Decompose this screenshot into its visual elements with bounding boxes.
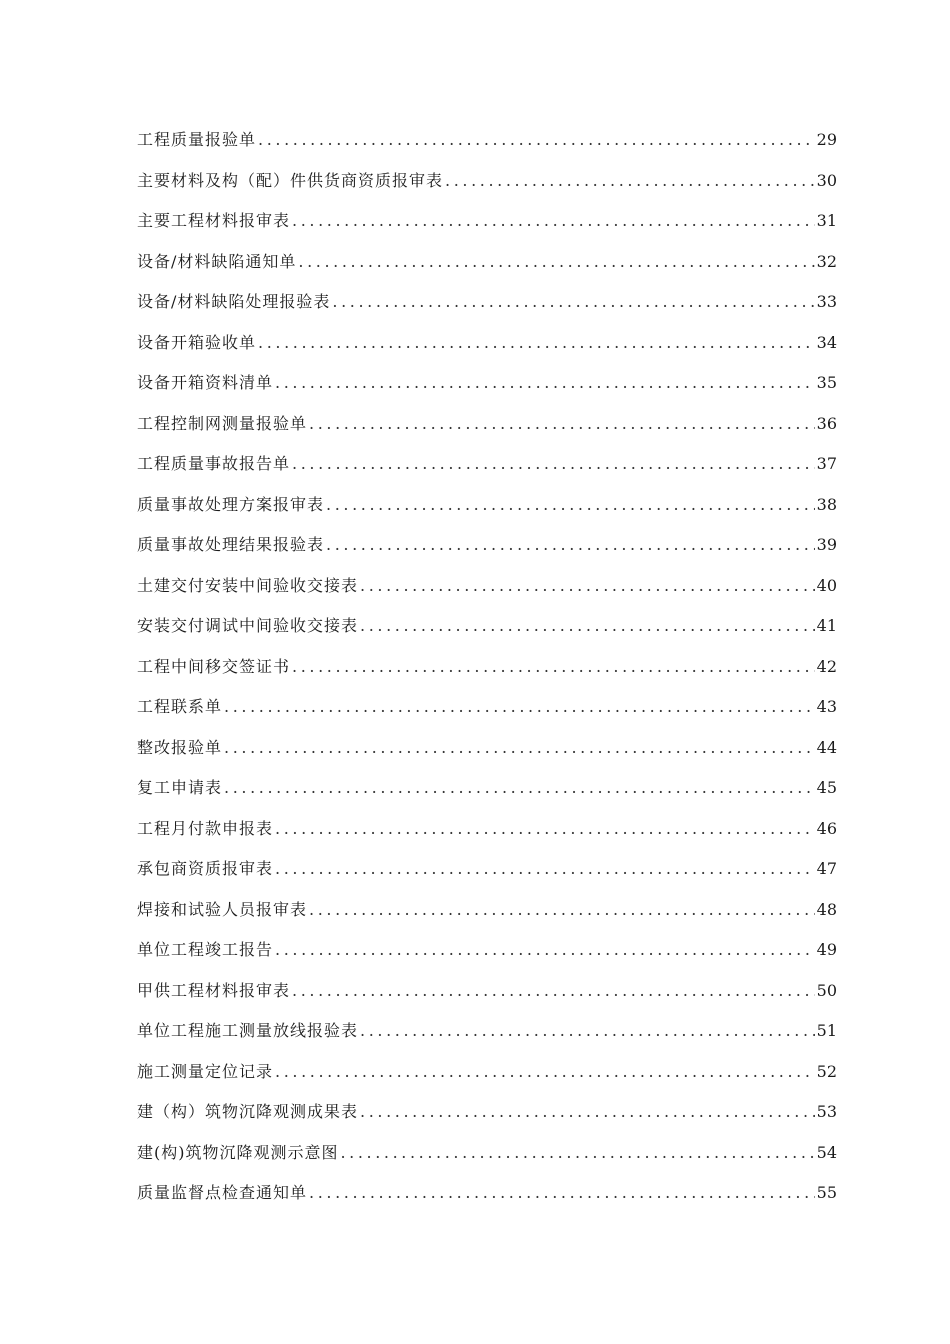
dot-leader xyxy=(341,1133,815,1174)
toc-entry-title: 设备/材料缺陷通知单 xyxy=(137,251,297,271)
toc-entry[interactable] xyxy=(137,161,837,202)
toc-entry[interactable] xyxy=(137,282,837,323)
toc-entry[interactable] xyxy=(137,606,837,647)
toc-entry-page: 34 xyxy=(816,332,837,352)
toc-entry-page: 39 xyxy=(816,535,837,554)
toc-entry-page: 45 xyxy=(816,778,837,797)
toc-entry-title: 复工申请表 xyxy=(137,778,223,797)
toc-entry-title: 设备/材料缺陷处理报验表 xyxy=(137,292,331,311)
dot-leader xyxy=(309,1173,815,1214)
toc-entry-title: 安装交付调试中间验收交接表 xyxy=(137,616,359,635)
dot-leader xyxy=(326,485,815,526)
toc-entry[interactable] xyxy=(137,971,837,1012)
dot-leader xyxy=(309,404,815,445)
toc-entry-page: 30 xyxy=(816,170,837,190)
toc-entry-page: 54 xyxy=(816,1142,837,1162)
toc-entry[interactable] xyxy=(137,687,837,728)
toc-entry-page: 41 xyxy=(816,616,837,635)
dot-leader xyxy=(360,606,815,647)
toc-entry-page: 29 xyxy=(816,130,837,149)
toc-entry-title: 设备开箱资料清单 xyxy=(137,373,274,392)
toc-entry-page: 40 xyxy=(816,575,837,595)
toc-entry-page: 46 xyxy=(816,818,837,838)
toc-entry-title: 整改报验单 xyxy=(137,737,223,757)
toc-entry[interactable] xyxy=(137,485,837,526)
toc-entry-title: 设备开箱验收单 xyxy=(137,332,257,352)
toc-entry-title: 单位工程竣工报告 xyxy=(137,940,274,959)
dot-leader xyxy=(298,242,814,283)
dot-leader xyxy=(275,809,815,850)
dot-leader xyxy=(292,647,815,688)
toc-entry-page: 47 xyxy=(816,859,837,878)
dot-leader xyxy=(224,768,815,809)
toc-entry-page: 36 xyxy=(816,413,837,433)
dot-leader xyxy=(292,201,815,242)
dot-leader xyxy=(275,849,815,890)
toc-entry-title: 单位工程施工测量放线报验表 xyxy=(137,1021,359,1040)
dot-leader xyxy=(275,930,815,971)
toc-entry-page: 43 xyxy=(816,697,837,716)
toc-entry[interactable] xyxy=(137,930,837,971)
toc-entry[interactable] xyxy=(137,404,837,445)
toc-entry-title: 焊接和试验人员报审表 xyxy=(137,899,308,919)
toc-entry-page: 37 xyxy=(816,454,837,473)
toc-entry-page: 31 xyxy=(816,211,837,230)
toc-entry-title: 土建交付安装中间验收交接表 xyxy=(137,575,359,595)
dot-leader xyxy=(360,1092,815,1133)
toc-entry-title: 建(构)筑物沉降观测示意图 xyxy=(137,1142,339,1162)
toc-entry-page: 44 xyxy=(816,737,837,757)
dot-leader xyxy=(445,161,815,202)
dot-leader xyxy=(360,1011,815,1052)
toc-entry[interactable] xyxy=(137,566,837,607)
toc-entry-title: 工程控制网测量报验单 xyxy=(137,413,308,433)
toc-entry-page: 38 xyxy=(816,494,837,514)
dot-leader xyxy=(326,525,815,566)
dot-leader xyxy=(292,444,815,485)
table-of-contents xyxy=(137,120,837,1214)
toc-entry-title: 质量事故处理方案报审表 xyxy=(137,494,325,514)
toc-entry-page: 52 xyxy=(816,1061,837,1081)
dot-leader xyxy=(275,1052,815,1093)
toc-entry[interactable] xyxy=(137,444,837,485)
toc-entry-title: 主要工程材料报审表 xyxy=(137,211,291,230)
toc-entry-title: 工程质量事故报告单 xyxy=(137,454,291,473)
toc-entry-page: 35 xyxy=(816,373,837,392)
toc-entry[interactable] xyxy=(137,849,837,890)
dot-leader xyxy=(224,728,815,769)
toc-entry-title: 主要材料及构（配）件供货商资质报审表 xyxy=(137,170,444,190)
toc-entry[interactable] xyxy=(137,323,837,364)
dot-leader xyxy=(292,971,815,1012)
toc-entry-title: 工程质量报验单 xyxy=(137,130,257,149)
toc-entry[interactable] xyxy=(137,1092,837,1133)
toc-entry-page: 42 xyxy=(816,656,837,676)
toc-entry[interactable] xyxy=(137,890,837,931)
toc-entry[interactable] xyxy=(137,1052,837,1093)
toc-entry-page: 55 xyxy=(816,1183,837,1202)
toc-entry-page: 32 xyxy=(816,251,837,271)
toc-entry-page: 51 xyxy=(816,1021,837,1040)
toc-entry-title: 工程中间移交签证书 xyxy=(137,656,291,676)
toc-entry[interactable] xyxy=(137,525,837,566)
toc-entry[interactable] xyxy=(137,1173,837,1214)
toc-entry[interactable] xyxy=(137,647,837,688)
toc-entry-page: 49 xyxy=(816,940,837,959)
dot-leader xyxy=(360,566,815,607)
toc-entry-title: 质量监督点检查通知单 xyxy=(137,1183,308,1202)
dot-leader xyxy=(224,687,815,728)
dot-leader xyxy=(309,890,815,931)
toc-entry-page: 53 xyxy=(816,1102,837,1121)
toc-entry[interactable] xyxy=(137,1133,837,1174)
dot-leader xyxy=(332,282,814,323)
toc-entry[interactable] xyxy=(137,768,837,809)
toc-entry[interactable] xyxy=(137,363,837,404)
toc-entry[interactable] xyxy=(137,242,837,283)
dot-leader xyxy=(275,363,815,404)
toc-entry-title: 工程月付款申报表 xyxy=(137,818,274,838)
dot-leader xyxy=(258,323,815,364)
toc-entry-page: 33 xyxy=(816,292,837,311)
toc-entry-title: 工程联系单 xyxy=(137,697,223,716)
toc-entry[interactable] xyxy=(137,201,837,242)
toc-entry-title: 承包商资质报审表 xyxy=(137,859,274,878)
toc-entry[interactable] xyxy=(137,1011,837,1052)
toc-entry-title: 甲供工程材料报审表 xyxy=(137,980,291,1000)
toc-entry[interactable] xyxy=(137,809,837,850)
toc-entry[interactable] xyxy=(137,728,837,769)
toc-entry-title: 建（构）筑物沉降观测成果表 xyxy=(137,1102,359,1121)
toc-entry[interactable] xyxy=(137,120,837,161)
toc-entry-title: 质量事故处理结果报验表 xyxy=(137,535,325,554)
dot-leader xyxy=(258,120,815,161)
toc-entry-title: 施工测量定位记录 xyxy=(137,1061,274,1081)
toc-entry-page: 48 xyxy=(816,899,837,919)
toc-entry-page: 50 xyxy=(816,980,837,1000)
